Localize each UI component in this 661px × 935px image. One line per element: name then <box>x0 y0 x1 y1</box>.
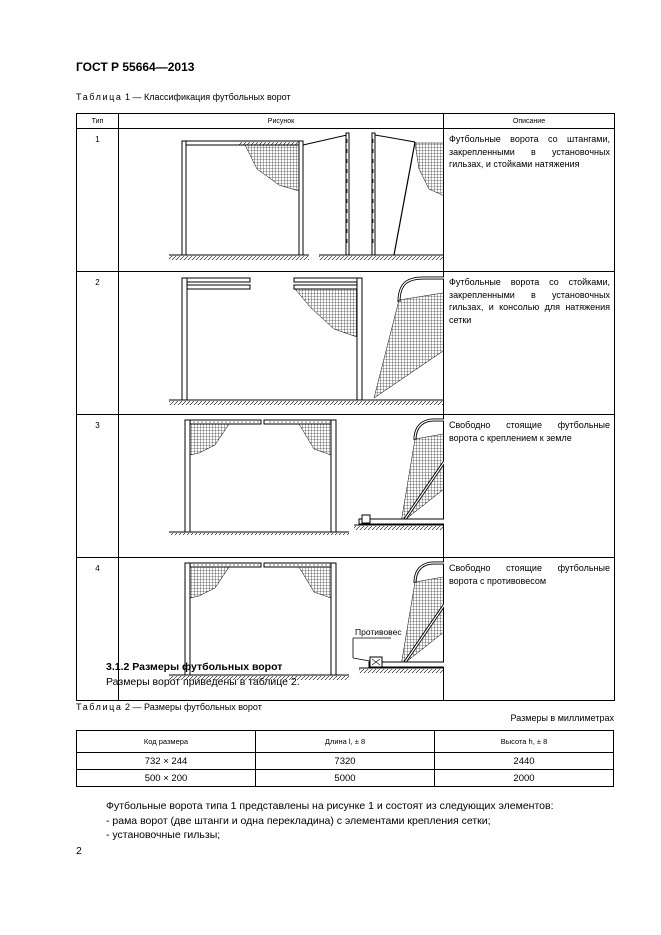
table2-caption-text: 2 — Размеры футбольных ворот <box>125 702 262 712</box>
goal-type2-figure <box>119 272 444 408</box>
table2-caption-prefix: Таблица <box>76 702 123 712</box>
classification-table <box>76 113 615 701</box>
figure-cell <box>119 272 444 415</box>
length-cell: 7320 <box>256 753 435 770</box>
description-cell: Свободно стоящие футбольные ворота с креплением к земле <box>444 415 615 558</box>
dimensions-table <box>76 730 614 787</box>
header-description: Описание <box>444 114 615 129</box>
table1-caption-text: 1 — Классификация футбольных ворот <box>125 92 291 102</box>
description-cell: Футбольные ворота со стойками, закрепленными в установочных гильзах, и консолью для натяжения сетки <box>444 272 615 415</box>
code-cell: 500 × 200 <box>77 770 256 787</box>
header-height: Высота h, ± 8 <box>435 731 614 753</box>
type-cell: 3 <box>77 415 119 558</box>
table-row <box>77 753 614 770</box>
body-paragraph <box>106 799 554 843</box>
height-cell: 2440 <box>435 753 614 770</box>
description-cell: Футбольные ворота со штангами, закрепленными в установочных гильзах, и стойками натяжения <box>444 129 615 272</box>
section-text: Размеры ворот приведены в таблице 2. <box>106 676 300 688</box>
goal-type3-figure <box>119 415 444 535</box>
table-row <box>77 129 615 272</box>
type-cell: 4 <box>77 558 119 701</box>
counterweight-label: Противовес <box>355 627 402 637</box>
table-row <box>77 415 615 558</box>
standard-code: ГОСТ Р 55664—2013 <box>76 60 195 74</box>
page-number: 2 <box>76 845 82 857</box>
code-cell: 732 × 244 <box>77 753 256 770</box>
header-length: Длина l, ± 8 <box>256 731 435 753</box>
goal-type1-figure <box>119 129 444 265</box>
figure-cell <box>119 415 444 558</box>
table2-caption <box>76 702 262 712</box>
table-row <box>77 272 615 415</box>
height-cell: 2000 <box>435 770 614 787</box>
paragraph-line: Футбольные ворота типа 1 представлены на рисунке 1 и состоят из следующих элементов: <box>106 800 554 812</box>
paragraph-line: - рама ворот (две штанги и одна перекладина) с элементами крепления сетки; <box>106 814 491 827</box>
description-cell: Свободно стоящие футбольные ворота с противовесом <box>444 558 615 701</box>
header-code: Код размера <box>77 731 256 753</box>
type-cell: 2 <box>77 272 119 415</box>
table1-caption <box>76 92 291 102</box>
type-cell: 1 <box>77 129 119 272</box>
table2-units: Размеры в миллиметрах <box>510 713 614 723</box>
header-type: Тип <box>77 114 119 129</box>
section-heading: 3.1.2 Размеры футбольных ворот <box>106 661 283 673</box>
figure-cell <box>119 129 444 272</box>
length-cell: 5000 <box>256 770 435 787</box>
paragraph-line: - установочные гильзы; <box>106 829 221 841</box>
table1-caption-prefix: Таблица <box>76 92 123 102</box>
table-row <box>77 770 614 787</box>
header-figure: Рисунок <box>119 114 444 129</box>
